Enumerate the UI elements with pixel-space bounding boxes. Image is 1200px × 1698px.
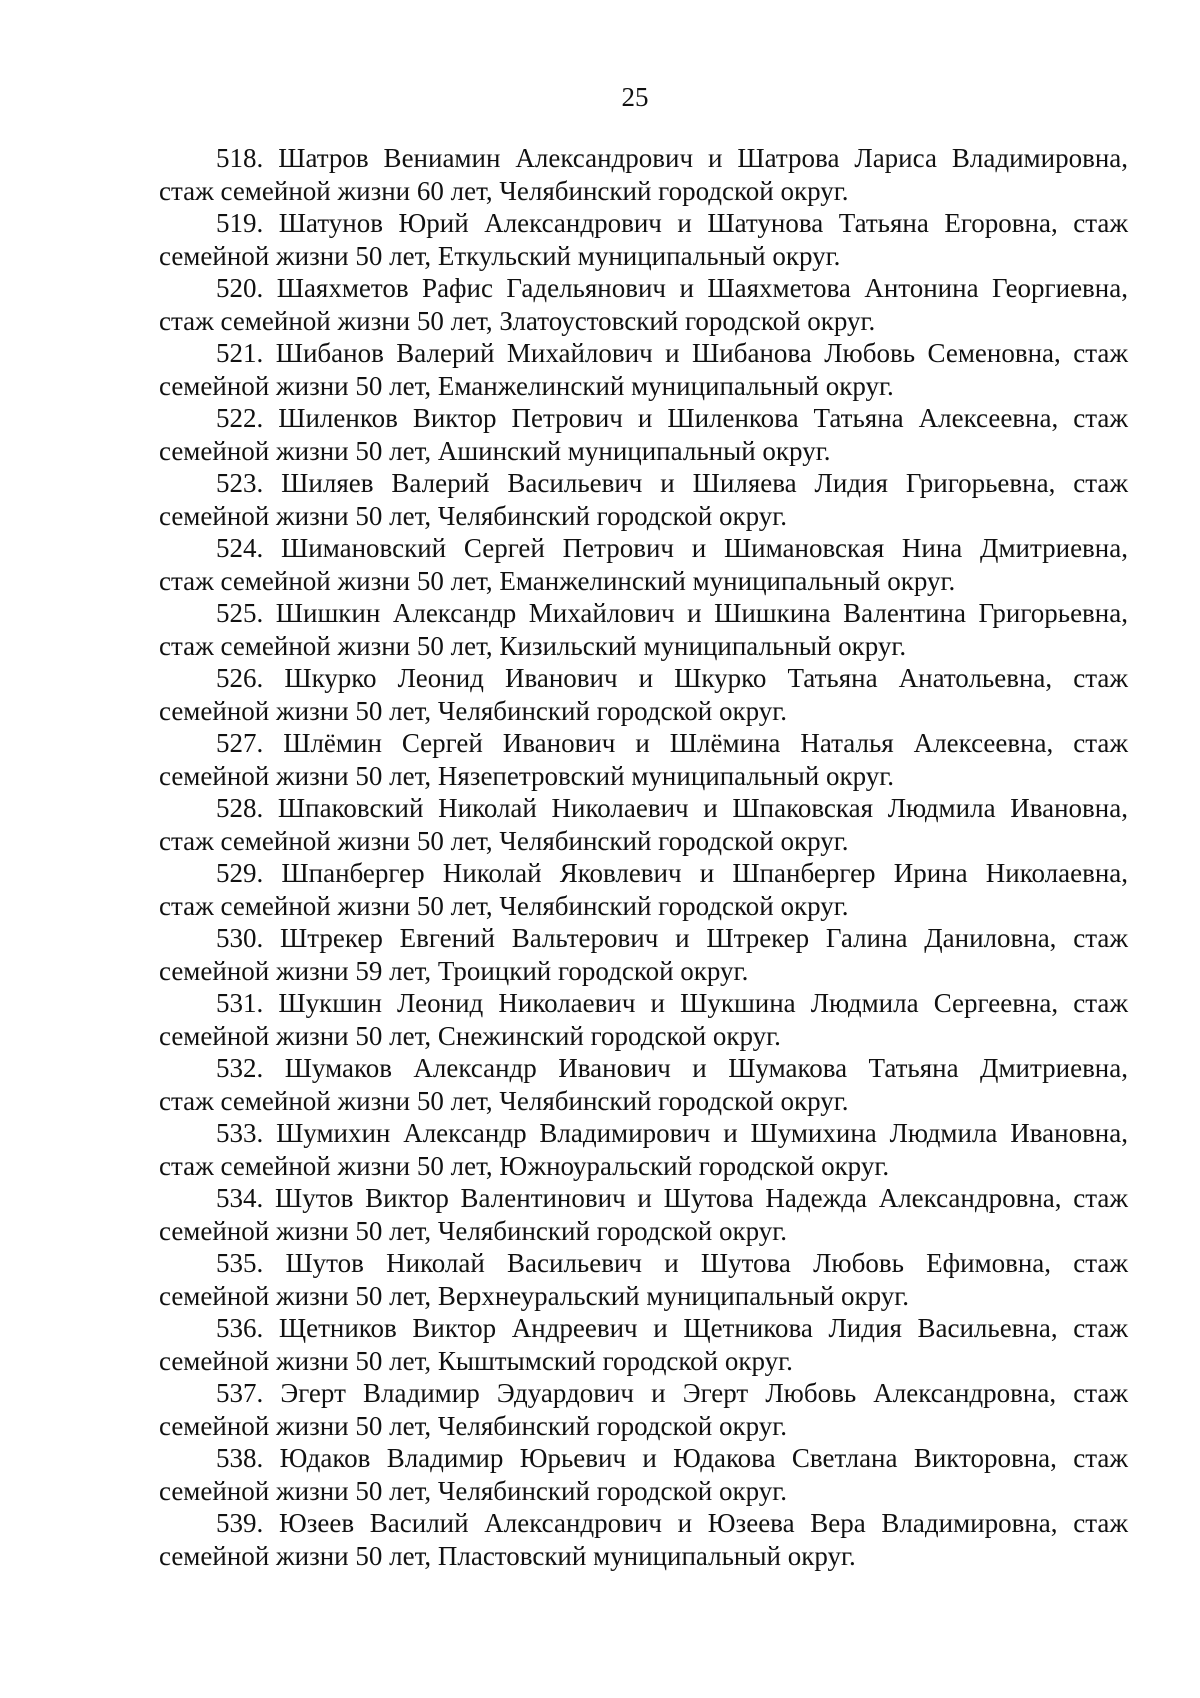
list-item — [159, 1182, 1128, 1247]
list-item — [159, 1312, 1128, 1377]
entry-line-1: 538. Юдаков Владимир Юрьевич и Юдакова Светлана Викторовна, стаж — [216, 1443, 1128, 1473]
list-item — [159, 1377, 1128, 1442]
award-list — [159, 142, 1128, 1572]
entry-line-1: 520. Шаяхметов Рафис Гадельянович и Шаяхметова Антонина Георгиевна, — [216, 273, 1128, 303]
entry-line-1: 526. Шкурко Леонид Иванович и Шкурко Татьяна Анатольевна, стаж — [216, 663, 1128, 693]
entry-line-2: семейной жизни 50 лет, Ашинский муниципальный округ. — [159, 435, 831, 466]
list-item — [159, 1247, 1128, 1312]
entry-line-2: семейной жизни 50 лет, Пластовский муниципальный округ. — [159, 1540, 856, 1571]
list-item — [159, 1117, 1128, 1182]
list-item — [159, 207, 1128, 272]
entry-line-1: 535. Шутов Николай Васильевич и Шутова Любовь Ефимовна, стаж — [216, 1248, 1128, 1278]
entry-line-2: семейной жизни 50 лет, Челябинский городской округ. — [159, 1215, 788, 1246]
entry-line-2: семейной жизни 50 лет, Еткульский муниципальный округ. — [159, 240, 841, 271]
entry-line-1: 524. Шимановский Сергей Петрович и Шимановская Нина Дмитриевна, — [216, 533, 1128, 563]
entry-line-1: 531. Шукшин Леонид Николаевич и Шукшина Людмила Сергеевна, стаж — [216, 988, 1128, 1018]
entry-line-1: 523. Шиляев Валерий Васильевич и Шиляева Лидия Григорьевна, стаж — [216, 468, 1128, 498]
entry-line-2: стаж семейной жизни 50 лет, Еманжелинский муниципальный округ. — [159, 565, 956, 596]
entry-line-2: стаж семейной жизни 50 лет, Челябинский городской округ. — [159, 1085, 849, 1116]
list-item — [159, 1442, 1128, 1507]
entry-line-2: стаж семейной жизни 50 лет, Кизильский муниципальный округ. — [159, 630, 907, 661]
entry-line-1: 527. Шлёмин Сергей Иванович и Шлёмина Наталья Алексеевна, стаж — [216, 728, 1128, 758]
entry-line-1: 530. Штрекер Евгений Вальтерович и Штрекер Галина Даниловна, стаж — [216, 923, 1128, 953]
list-item — [159, 467, 1128, 532]
list-item — [159, 727, 1128, 792]
list-item — [159, 792, 1128, 857]
list-item — [159, 1507, 1128, 1572]
entry-line-1: 521. Шибанов Валерий Михайлович и Шибанова Любовь Семеновна, стаж — [216, 338, 1128, 368]
entry-line-1: 533. Шумихин Александр Владимирович и Шумихина Людмила Ивановна, — [216, 1118, 1128, 1148]
list-item — [159, 857, 1128, 922]
entry-line-1: 525. Шишкин Александр Михайлович и Шишкина Валентина Григорьевна, — [216, 598, 1128, 628]
list-item — [159, 987, 1128, 1052]
entry-line-2: семейной жизни 50 лет, Кыштымский городской округ. — [159, 1345, 793, 1376]
list-item — [159, 402, 1128, 467]
entry-line-2: стаж семейной жизни 50 лет, Южноуральский городской округ. — [159, 1150, 890, 1181]
entry-line-2: семейной жизни 50 лет, Верхнеуральский муниципальный округ. — [159, 1280, 910, 1311]
entry-line-2: стаж семейной жизни 50 лет, Челябинский городской округ. — [159, 825, 849, 856]
list-item — [159, 337, 1128, 402]
entry-line-2: семейной жизни 50 лет, Челябинский городской округ. — [159, 500, 788, 531]
list-item — [159, 532, 1128, 597]
list-item — [159, 597, 1128, 662]
list-item — [159, 922, 1128, 987]
list-item — [159, 1052, 1128, 1117]
entry-line-2: семейной жизни 50 лет, Снежинский городской округ. — [159, 1020, 781, 1051]
entry-line-1: 528. Шпаковский Николай Николаевич и Шпаковская Людмила Ивановна, — [216, 793, 1128, 823]
entry-line-2: семейной жизни 50 лет, Нязепетровский муниципальный округ. — [159, 760, 894, 791]
entry-line-2: семейной жизни 50 лет, Челябинский городской округ. — [159, 1475, 788, 1506]
entry-line-1: 519. Шатунов Юрий Александрович и Шатунова Татьяна Егоровна, стаж — [216, 208, 1128, 238]
entry-line-1: 529. Шпанбергер Николай Яковлевич и Шпанбергер Ирина Николаевна, — [216, 858, 1128, 888]
entry-line-1: 537. Эгерт Владимир Эдуардович и Эгерт Любовь Александровна, стаж — [216, 1378, 1128, 1408]
entry-line-2: семейной жизни 50 лет, Челябинский городской округ. — [159, 695, 788, 726]
entry-line-1: 532. Шумаков Александр Иванович и Шумакова Татьяна Дмитриевна, — [216, 1053, 1128, 1083]
entry-line-2: семейной жизни 50 лет, Челябинский городской округ. — [159, 1410, 788, 1441]
list-item — [159, 662, 1128, 727]
entry-line-2: стаж семейной жизни 60 лет, Челябинский городской округ. — [159, 175, 849, 206]
entry-line-2: семейной жизни 59 лет, Троицкий городской округ. — [159, 955, 749, 986]
list-item — [159, 142, 1128, 207]
entry-line-1: 536. Щетников Виктор Андреевич и Щетникова Лидия Васильевна, стаж — [216, 1313, 1128, 1343]
list-item — [159, 272, 1128, 337]
entry-line-1: 518. Шатров Вениамин Александрович и Шатрова Лариса Владимировна, — [216, 143, 1128, 173]
entry-line-1: 539. Юзеев Василий Александрович и Юзеева Вера Владимировна, стаж — [216, 1508, 1128, 1538]
entry-line-2: стаж семейной жизни 50 лет, Челябинский городской округ. — [159, 890, 849, 921]
entry-line-2: семейной жизни 50 лет, Еманжелинский муниципальный округ. — [159, 370, 894, 401]
page-number: 25 — [621, 82, 649, 112]
entry-line-2: стаж семейной жизни 50 лет, Златоустовский городской округ. — [159, 305, 876, 336]
entry-line-1: 522. Шиленков Виктор Петрович и Шиленкова Татьяна Алексеевна, стаж — [216, 403, 1128, 433]
entry-line-1: 534. Шутов Виктор Валентинович и Шутова Надежда Александровна, стаж — [216, 1183, 1128, 1213]
